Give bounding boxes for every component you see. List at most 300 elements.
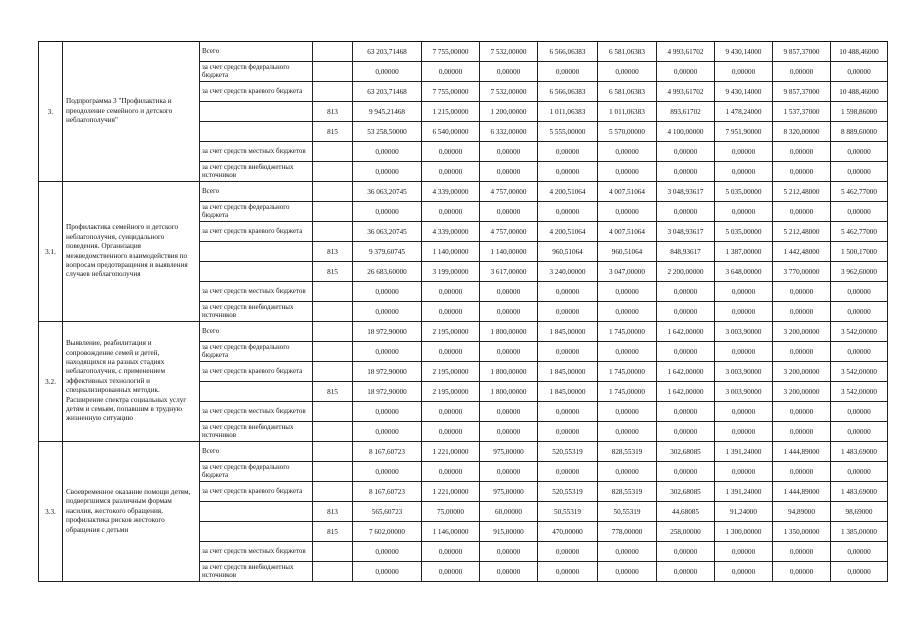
amount-cell: 0,00000: [598, 542, 657, 562]
amount-cell: 0,00000: [538, 402, 598, 422]
amount-cell: 0,00000: [598, 402, 657, 422]
funding-source-label: за счет средств внебюджетных источников: [200, 562, 313, 582]
amount-cell: 0,00000: [480, 162, 538, 182]
section-index: 3.3.: [39, 442, 63, 582]
amount-cell: 0,00000: [353, 462, 422, 482]
amount-cell: 0,00000: [422, 562, 480, 582]
budget-code: 813: [313, 502, 353, 522]
amount-cell: 3 200,00000: [773, 322, 831, 342]
amount-cell: 0,00000: [598, 282, 657, 302]
amount-cell: 1 387,00000: [715, 242, 773, 262]
section-title: Подпрограмма 3 "Профилактика и преодоление семейного и детского неблагополучия": [63, 42, 200, 182]
amount-cell: 0,00000: [422, 542, 480, 562]
funding-source-label: за счет средств федерального бюджета: [200, 62, 313, 82]
amount-cell: 6 581,06383: [598, 82, 657, 102]
section-title: Своевременное оказание помощи детям, подвергшимся различным формам насилия, жестокого обращения, профилактика рисков жестокого обращения с детьми: [63, 442, 200, 582]
amount-cell: 0,00000: [538, 302, 598, 322]
amount-cell: 8 167,60723: [353, 442, 422, 462]
amount-cell: 8 167,60723: [353, 482, 422, 502]
amount-cell: 18 972,90000: [353, 362, 422, 382]
amount-cell: 0,00000: [657, 562, 715, 582]
funding-source-label: за счет средств краевого бюджета: [200, 222, 313, 242]
funding-source-label: [200, 262, 313, 282]
amount-cell: 0,00000: [480, 542, 538, 562]
amount-cell: 0,00000: [538, 142, 598, 162]
amount-cell: 0,00000: [715, 282, 773, 302]
amount-cell: 0,00000: [480, 302, 538, 322]
amount-cell: 5 035,00000: [715, 182, 773, 202]
funding-source-label: за счет средств федерального бюджета: [200, 462, 313, 482]
amount-cell: 0,00000: [598, 342, 657, 362]
amount-cell: 4 200,51064: [538, 222, 598, 242]
budget-code: 815: [313, 122, 353, 142]
amount-cell: 4 339,00000: [422, 182, 480, 202]
amount-cell: 0,00000: [353, 202, 422, 222]
amount-cell: 0,00000: [598, 62, 657, 82]
amount-cell: 0,00000: [773, 202, 831, 222]
amount-cell: 0,00000: [422, 282, 480, 302]
amount-cell: 1 845,00000: [538, 382, 598, 402]
amount-cell: 0,00000: [715, 62, 773, 82]
amount-cell: 0,00000: [353, 542, 422, 562]
table-row: [39, 182, 888, 202]
amount-cell: 0,00000: [773, 542, 831, 562]
amount-cell: 0,00000: [715, 422, 773, 442]
amount-cell: 0,00000: [715, 342, 773, 362]
funding-source-label: за счет средств краевого бюджета: [200, 82, 313, 102]
amount-cell: 1 800,00000: [480, 362, 538, 382]
amount-cell: 0,00000: [657, 162, 715, 182]
amount-cell: 0,00000: [422, 402, 480, 422]
amount-cell: 1 642,00000: [657, 362, 715, 382]
amount-cell: 0,00000: [657, 402, 715, 422]
amount-cell: 6 581,06383: [598, 42, 657, 62]
amount-cell: 8 889,60000: [831, 122, 888, 142]
funding-source-label: Всего: [200, 322, 313, 342]
amount-cell: 1 800,00000: [480, 382, 538, 402]
budget-code: [313, 162, 353, 182]
funding-source-label: [200, 522, 313, 542]
amount-cell: 302,68085: [657, 482, 715, 502]
amount-cell: 0,00000: [773, 282, 831, 302]
amount-cell: 5 035,00000: [715, 222, 773, 242]
section-title: Выявление, реабилитация и сопровождение семей и детей, находящихся на разных стадиях неблагополучия, с применением эффективных технологий и специализированных методик. Расширение спектра социальных услуг детям и семьям, попавшим в трудную жизненную ситуацию: [63, 322, 200, 442]
amount-cell: 0,00000: [538, 422, 598, 442]
budget-code: [313, 182, 353, 202]
funding-source-label: Всего: [200, 442, 313, 462]
amount-cell: 1 215,00000: [422, 102, 480, 122]
funding-source-label: [200, 382, 313, 402]
amount-cell: 1 442,48000: [773, 242, 831, 262]
funding-source-label: за счет средств местных бюджетов: [200, 282, 313, 302]
amount-cell: 4 993,61702: [657, 82, 715, 102]
budget-code: [313, 422, 353, 442]
amount-cell: 0,00000: [831, 342, 888, 362]
amount-cell: 0,00000: [773, 462, 831, 482]
amount-cell: 1 200,00000: [480, 102, 538, 122]
amount-cell: 6 332,00000: [480, 122, 538, 142]
section-title: Профилактика семейного и детского неблагополучия, суицидального поведения. Организация межведомственного взаимодействия по вопросам предотвращения и выявления случаев неблагополучия: [63, 182, 200, 322]
budget-code: [313, 562, 353, 582]
amount-cell: 0,00000: [538, 202, 598, 222]
amount-cell: 0,00000: [657, 422, 715, 442]
budget-code: 813: [313, 102, 353, 122]
funding-source-label: за счет средств федерального бюджета: [200, 342, 313, 362]
amount-cell: 1 478,24000: [715, 102, 773, 122]
amount-cell: 1 011,06383: [598, 102, 657, 122]
amount-cell: 893,61702: [657, 102, 715, 122]
amount-cell: 3 048,93617: [657, 182, 715, 202]
amount-cell: 2 200,00000: [657, 262, 715, 282]
amount-cell: 3 199,00000: [422, 262, 480, 282]
section-index: 3.: [39, 42, 63, 182]
amount-cell: 0,00000: [353, 342, 422, 362]
amount-cell: 5 462,77000: [831, 182, 888, 202]
amount-cell: 60,00000: [480, 502, 538, 522]
budget-code: 815: [313, 382, 353, 402]
amount-cell: 4 007,51064: [598, 222, 657, 242]
amount-cell: 36 063,20745: [353, 182, 422, 202]
amount-cell: 0,00000: [598, 202, 657, 222]
amount-cell: 0,00000: [773, 162, 831, 182]
amount-cell: 2 195,00000: [422, 382, 480, 402]
amount-cell: 915,00000: [480, 522, 538, 542]
budget-code: [313, 322, 353, 342]
amount-cell: 0,00000: [538, 462, 598, 482]
funding-source-label: за счет средств внебюджетных источников: [200, 302, 313, 322]
amount-cell: 9 857,37000: [773, 82, 831, 102]
funding-source-label: [200, 102, 313, 122]
budget-code: 815: [313, 262, 353, 282]
amount-cell: 960,51064: [598, 242, 657, 262]
amount-cell: 0,00000: [480, 62, 538, 82]
amount-cell: 0,00000: [831, 422, 888, 442]
budget-code: [313, 222, 353, 242]
amount-cell: 0,00000: [831, 202, 888, 222]
amount-cell: 3 542,00000: [831, 382, 888, 402]
amount-cell: 1 385,00000: [831, 522, 888, 542]
funding-source-label: за счет средств внебюджетных источников: [200, 162, 313, 182]
funding-source-label: Всего: [200, 182, 313, 202]
amount-cell: 63 203,71468: [353, 82, 422, 102]
amount-cell: 7 951,90000: [715, 122, 773, 142]
amount-cell: 0,00000: [773, 142, 831, 162]
amount-cell: 0,00000: [353, 282, 422, 302]
amount-cell: 0,00000: [480, 282, 538, 302]
amount-cell: 2 195,00000: [422, 362, 480, 382]
amount-cell: 565,60723: [353, 502, 422, 522]
amount-cell: 0,00000: [422, 142, 480, 162]
amount-cell: 9 430,14000: [715, 42, 773, 62]
amount-cell: 3 003,90000: [715, 382, 773, 402]
amount-cell: 1 483,69000: [831, 442, 888, 462]
amount-cell: 50,55319: [598, 502, 657, 522]
amount-cell: 3 047,00000: [598, 262, 657, 282]
amount-cell: 0,00000: [480, 422, 538, 442]
amount-cell: 3 617,00000: [480, 262, 538, 282]
amount-cell: 53 258,50000: [353, 122, 422, 142]
amount-cell: 0,00000: [831, 462, 888, 482]
amount-cell: 4 993,61702: [657, 42, 715, 62]
amount-cell: 302,68085: [657, 442, 715, 462]
amount-cell: 0,00000: [657, 302, 715, 322]
amount-cell: 0,00000: [538, 162, 598, 182]
amount-cell: 520,55319: [538, 482, 598, 502]
amount-cell: 0,00000: [422, 462, 480, 482]
amount-cell: 0,00000: [715, 162, 773, 182]
amount-cell: 75,00000: [422, 502, 480, 522]
amount-cell: 0,00000: [538, 562, 598, 582]
budget-code: [313, 142, 353, 162]
amount-cell: 828,55319: [598, 482, 657, 502]
amount-cell: 1 745,00000: [598, 322, 657, 342]
amount-cell: 0,00000: [598, 462, 657, 482]
amount-cell: 0,00000: [422, 162, 480, 182]
funding-source-label: Всего: [200, 42, 313, 62]
amount-cell: 10 488,46000: [831, 82, 888, 102]
amount-cell: 1 745,00000: [598, 382, 657, 402]
amount-cell: 848,93617: [657, 242, 715, 262]
amount-cell: 3 542,00000: [831, 322, 888, 342]
amount-cell: 9 857,37000: [773, 42, 831, 62]
amount-cell: 0,00000: [353, 562, 422, 582]
amount-cell: 0,00000: [598, 562, 657, 582]
amount-cell: 0,00000: [773, 422, 831, 442]
budget-table-body: [39, 42, 888, 582]
amount-cell: 6 566,06383: [538, 82, 598, 102]
amount-cell: 4 100,00000: [657, 122, 715, 142]
amount-cell: 36 063,20745: [353, 222, 422, 242]
amount-cell: 0,00000: [480, 462, 538, 482]
amount-cell: 1 221,00000: [422, 482, 480, 502]
amount-cell: 0,00000: [353, 402, 422, 422]
amount-cell: 0,00000: [831, 542, 888, 562]
amount-cell: 0,00000: [353, 142, 422, 162]
amount-cell: 0,00000: [480, 202, 538, 222]
funding-source-label: за счет средств федерального бюджета: [200, 202, 313, 222]
amount-cell: 0,00000: [353, 162, 422, 182]
amount-cell: 0,00000: [598, 422, 657, 442]
amount-cell: 0,00000: [538, 282, 598, 302]
amount-cell: 0,00000: [831, 142, 888, 162]
funding-source-label: за счет средств краевого бюджета: [200, 482, 313, 502]
amount-cell: 98,69000: [831, 502, 888, 522]
budget-code: [313, 82, 353, 102]
amount-cell: 3 648,00000: [715, 262, 773, 282]
budget-code: [313, 482, 353, 502]
amount-cell: 1 745,00000: [598, 362, 657, 382]
amount-cell: 828,55319: [598, 442, 657, 462]
amount-cell: 778,00000: [598, 522, 657, 542]
amount-cell: 1 537,37000: [773, 102, 831, 122]
amount-cell: 0,00000: [353, 62, 422, 82]
amount-cell: 0,00000: [773, 562, 831, 582]
amount-cell: 0,00000: [715, 542, 773, 562]
funding-source-label: за счет средств местных бюджетов: [200, 402, 313, 422]
amount-cell: 0,00000: [831, 302, 888, 322]
amount-cell: 0,00000: [657, 202, 715, 222]
section-index: 3.1.: [39, 182, 63, 322]
amount-cell: 0,00000: [831, 282, 888, 302]
amount-cell: 5 555,00000: [538, 122, 598, 142]
amount-cell: 50,55319: [538, 502, 598, 522]
amount-cell: 5 212,48000: [773, 182, 831, 202]
amount-cell: 4 007,51064: [598, 182, 657, 202]
amount-cell: 0,00000: [773, 402, 831, 422]
amount-cell: 5 570,00000: [598, 122, 657, 142]
amount-cell: 1 642,00000: [657, 322, 715, 342]
amount-cell: 0,00000: [715, 302, 773, 322]
amount-cell: 0,00000: [657, 542, 715, 562]
amount-cell: 3 200,00000: [773, 382, 831, 402]
amount-cell: 1 350,00000: [773, 522, 831, 542]
amount-cell: 975,00000: [480, 442, 538, 462]
amount-cell: 3 003,90000: [715, 362, 773, 382]
amount-cell: 0,00000: [657, 62, 715, 82]
amount-cell: 0,00000: [422, 62, 480, 82]
amount-cell: 4 757,00000: [480, 222, 538, 242]
amount-cell: 2 195,00000: [422, 322, 480, 342]
funding-source-label: [200, 502, 313, 522]
amount-cell: 0,00000: [657, 142, 715, 162]
funding-source-label: за счет средств местных бюджетов: [200, 542, 313, 562]
amount-cell: 0,00000: [538, 62, 598, 82]
amount-cell: 26 683,60000: [353, 262, 422, 282]
amount-cell: 9 430,14000: [715, 82, 773, 102]
amount-cell: 0,00000: [422, 422, 480, 442]
funding-source-label: [200, 242, 313, 262]
amount-cell: 0,00000: [480, 402, 538, 422]
amount-cell: 3 200,00000: [773, 362, 831, 382]
amount-cell: 0,00000: [422, 302, 480, 322]
amount-cell: 0,00000: [422, 202, 480, 222]
amount-cell: 3 048,93617: [657, 222, 715, 242]
amount-cell: 1 221,00000: [422, 442, 480, 462]
amount-cell: 960,51064: [538, 242, 598, 262]
budget-code: 815: [313, 522, 353, 542]
amount-cell: 94,89000: [773, 502, 831, 522]
amount-cell: 8 320,00000: [773, 122, 831, 142]
amount-cell: 7 532,00000: [480, 42, 538, 62]
budget-code: [313, 362, 353, 382]
amount-cell: 1 500,17000: [831, 242, 888, 262]
amount-cell: 0,00000: [422, 342, 480, 362]
amount-cell: 0,00000: [480, 562, 538, 582]
amount-cell: 0,00000: [538, 542, 598, 562]
amount-cell: 0,00000: [773, 342, 831, 362]
funding-source-label: [200, 122, 313, 142]
budget-code: 813: [313, 242, 353, 262]
amount-cell: 1 300,00000: [715, 522, 773, 542]
amount-cell: 7 755,00000: [422, 82, 480, 102]
funding-source-label: за счет средств внебюджетных источников: [200, 422, 313, 442]
amount-cell: 4 757,00000: [480, 182, 538, 202]
amount-cell: 91,24000: [715, 502, 773, 522]
amount-cell: 18 972,90000: [353, 322, 422, 342]
amount-cell: 0,00000: [538, 342, 598, 362]
budget-code: [313, 62, 353, 82]
amount-cell: 470,00000: [538, 522, 598, 542]
amount-cell: 1 845,00000: [538, 322, 598, 342]
amount-cell: 0,00000: [480, 142, 538, 162]
amount-cell: 1 011,06383: [538, 102, 598, 122]
amount-cell: 0,00000: [657, 462, 715, 482]
amount-cell: 520,55319: [538, 442, 598, 462]
amount-cell: 4 339,00000: [422, 222, 480, 242]
amount-cell: 10 488,46000: [831, 42, 888, 62]
amount-cell: 18 972,90000: [353, 382, 422, 402]
amount-cell: 63 203,71468: [353, 42, 422, 62]
budget-code: [313, 402, 353, 422]
amount-cell: 0,00000: [598, 142, 657, 162]
amount-cell: 0,00000: [598, 302, 657, 322]
amount-cell: 0,00000: [715, 202, 773, 222]
budget-table: [38, 41, 888, 582]
amount-cell: 0,00000: [598, 162, 657, 182]
amount-cell: 1 444,89000: [773, 442, 831, 462]
amount-cell: 1 444,89000: [773, 482, 831, 502]
budget-code: [313, 282, 353, 302]
amount-cell: 3 240,00000: [538, 262, 598, 282]
amount-cell: 0,00000: [773, 62, 831, 82]
amount-cell: 0,00000: [831, 162, 888, 182]
amount-cell: 44,68085: [657, 502, 715, 522]
amount-cell: 1 391,24000: [715, 442, 773, 462]
amount-cell: 0,00000: [831, 402, 888, 422]
amount-cell: 1 800,00000: [480, 322, 538, 342]
amount-cell: 258,00000: [657, 522, 715, 542]
funding-source-label: за счет средств местных бюджетов: [200, 142, 313, 162]
table-row: [39, 442, 888, 462]
amount-cell: 0,00000: [657, 282, 715, 302]
amount-cell: 1 483,69000: [831, 482, 888, 502]
amount-cell: 3 962,60000: [831, 262, 888, 282]
amount-cell: 3 003,90000: [715, 322, 773, 342]
funding-source-label: за счет средств краевого бюджета: [200, 362, 313, 382]
section-index: 3.2.: [39, 322, 63, 442]
amount-cell: 9 379,60745: [353, 242, 422, 262]
budget-code: [313, 202, 353, 222]
amount-cell: 0,00000: [353, 302, 422, 322]
amount-cell: 6 566,06383: [538, 42, 598, 62]
amount-cell: 0,00000: [715, 142, 773, 162]
amount-cell: 7 755,00000: [422, 42, 480, 62]
amount-cell: 5 212,48000: [773, 222, 831, 242]
amount-cell: 1 642,00000: [657, 382, 715, 402]
amount-cell: 0,00000: [353, 422, 422, 442]
budget-code: [313, 462, 353, 482]
amount-cell: 0,00000: [480, 342, 538, 362]
amount-cell: 6 540,00000: [422, 122, 480, 142]
amount-cell: 1 598,86000: [831, 102, 888, 122]
amount-cell: 3 770,00000: [773, 262, 831, 282]
amount-cell: 3 542,00000: [831, 362, 888, 382]
amount-cell: 1 140,00000: [480, 242, 538, 262]
amount-cell: 0,00000: [715, 402, 773, 422]
budget-code: [313, 342, 353, 362]
budget-code: [313, 442, 353, 462]
amount-cell: 0,00000: [831, 62, 888, 82]
amount-cell: 0,00000: [715, 462, 773, 482]
amount-cell: 0,00000: [715, 562, 773, 582]
amount-cell: 7 532,00000: [480, 82, 538, 102]
table-row: [39, 322, 888, 342]
amount-cell: 1 845,00000: [538, 362, 598, 382]
amount-cell: 9 945,21468: [353, 102, 422, 122]
amount-cell: 1 391,24000: [715, 482, 773, 502]
table-row: [39, 42, 888, 62]
amount-cell: 975,00000: [480, 482, 538, 502]
